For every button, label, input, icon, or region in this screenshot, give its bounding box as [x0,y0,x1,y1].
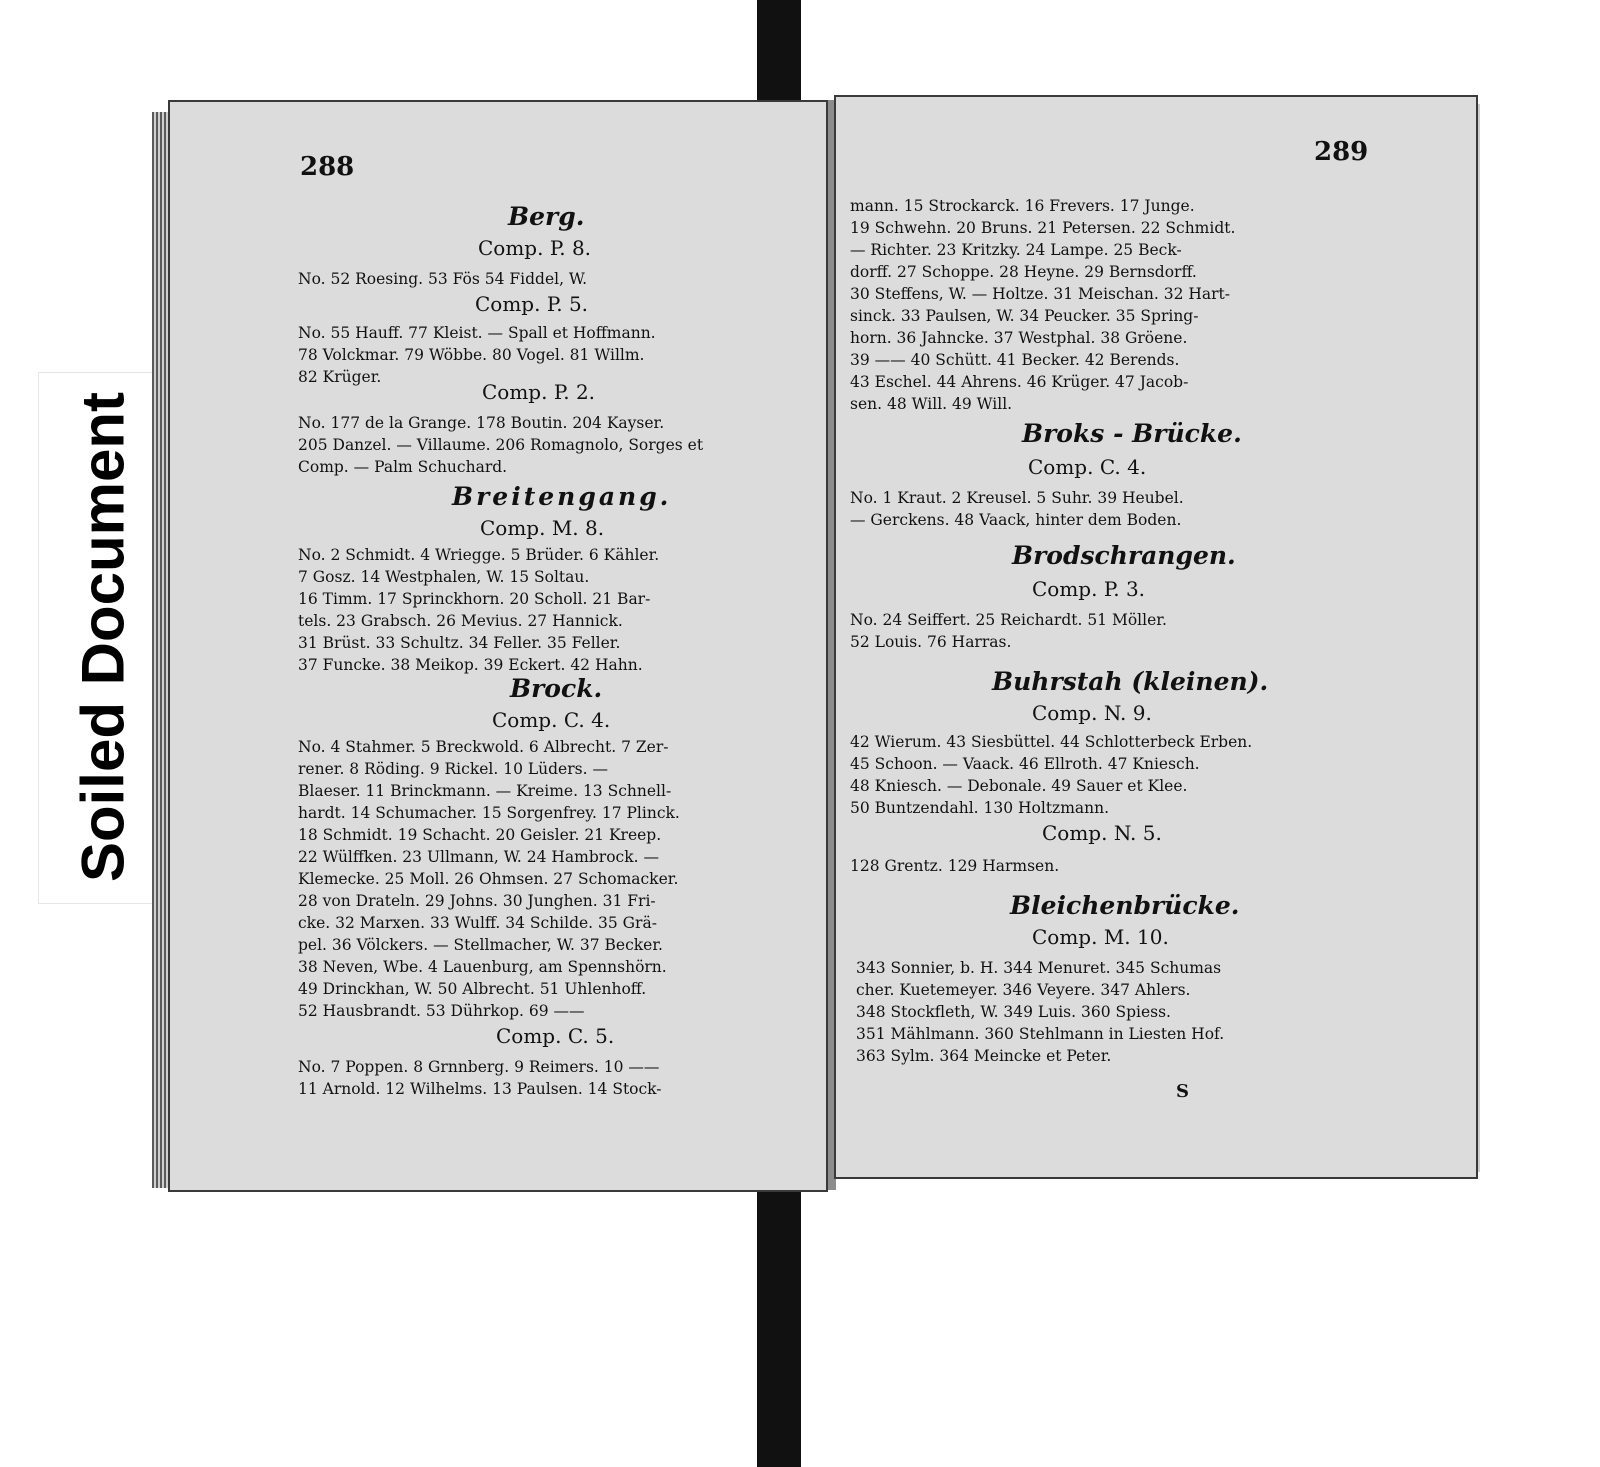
comp-heading: Comp. C. 4. [492,708,611,732]
entry-line: No. 55 Hauff. 77 Kleist. — Spall et Hoffmann. [298,324,656,342]
comp-heading: Comp. P. 2. [482,380,596,404]
entry-line: 38 Neven, Wbe. 4 Lauenburg, am Spennshörn. [298,958,667,976]
entry-line: 39 —— 40 Schütt. 41 Becker. 42 Berends. [850,351,1180,369]
entry-line: 45 Schoon. — Vaack. 46 Ellroth. 47 Kniesch. [850,755,1200,773]
entry-line: 42 Wierum. 43 Siesbüttel. 44 Schlotterbeck Erben. [850,733,1253,751]
entry-line: No. 2 Schmidt. 4 Wriegge. 5 Brüder. 6 Kähler. [298,546,660,564]
entry-line: 52 Hausbrandt. 53 Dührkop. 69 —— [298,1002,585,1020]
entry-line: 19 Schwehn. 20 Bruns. 21 Petersen. 22 Schmidt. [850,219,1236,237]
entry-line: 78 Volckmar. 79 Wöbbe. 80 Vogel. 81 Willm. [298,346,645,364]
entry-line: 16 Timm. 17 Sprinckhorn. 20 Scholl. 21 Bar- [298,590,651,608]
catchword: S [1176,1081,1189,1102]
entry-line: tels. 23 Grabsch. 26 Mevius. 27 Hannick. [298,612,623,630]
entry-line: 348 Stockfleth, W. 349 Luis. 360 Spiess. [856,1003,1171,1021]
entry-line: rener. 8 Röding. 9 Rickel. 10 Lüders. — [298,760,608,778]
comp-heading: Comp. C. 4. [1028,455,1147,479]
entry-line: Comp. — Palm Schuchard. [298,458,508,476]
comp-heading: Comp. N. 5. [1042,821,1162,845]
section-title: Buhrstah (kleinen). [992,667,1269,696]
page-number: 289 [1314,137,1369,167]
comp-heading: Comp. N. 9. [1032,701,1152,725]
section-title: Broks - Brücke. [1022,419,1242,448]
section-title: Bleichenbrücke. [1010,891,1240,920]
section-title: Berg. [508,202,585,231]
entry-line: 52 Louis. 76 Harras. [850,633,1012,651]
page-number: 288 [300,152,355,182]
comp-heading: Comp. P. 3. [1032,577,1146,601]
entry-line: sen. 48 Will. 49 Will. [850,395,1013,413]
entry-line: 128 Grentz. 129 Harmsen. [850,857,1060,875]
binding-strap-bottom [757,1170,801,1467]
entry-line: 37 Funcke. 38 Meikop. 39 Eckert. 42 Hahn. [298,656,643,674]
entry-line: No. 4 Stahmer. 5 Breckwold. 6 Albrecht. 7 Zer- [298,738,669,756]
section-title: Brodschrangen. [1012,541,1236,570]
section-title: Breitengang. [452,482,672,511]
entry-line: — Gerckens. 48 Vaack, hinter dem Boden. [850,511,1182,529]
entry-line: — Richter. 23 Kritzky. 24 Lampe. 25 Beck- [850,241,1182,259]
entry-line: dorff. 27 Schoppe. 28 Heyne. 29 Bernsdorff. [850,263,1197,281]
entry-line: 28 von Drateln. 29 Johns. 30 Junghen. 31 Fri- [298,892,656,910]
right-page [834,95,1478,1179]
entry-line: sinck. 33 Paulsen, W. 34 Peucker. 35 Spring- [850,307,1199,325]
entry-line: 43 Eschel. 44 Ahrens. 46 Krüger. 47 Jacob- [850,373,1189,391]
entry-line: 50 Buntzendahl. 130 Holtzmann. [850,799,1110,817]
entry-line: No. 24 Seiffert. 25 Reichardt. 51 Möller. [850,611,1167,629]
entry-line: 31 Brüst. 33 Schultz. 34 Feller. 35 Feller. [298,634,621,652]
comp-heading: Comp. M. 10. [1032,925,1169,949]
entry-line: 11 Arnold. 12 Wilhelms. 13 Paulsen. 14 Stock- [298,1080,662,1098]
entry-line: No. 1 Kraut. 2 Kreusel. 5 Suhr. 39 Heubel. [850,489,1184,507]
entry-line: 48 Kniesch. — Debonale. 49 Sauer et Klee. [850,777,1188,795]
entry-line: No. 7 Poppen. 8 Grnnberg. 9 Reimers. 10 —— [298,1058,660,1076]
entry-line: Blaeser. 11 Brinckmann. — Kreime. 13 Schnell- [298,782,672,800]
entry-line: 30 Steffens, W. — Holtze. 31 Meischan. 32 Hart- [850,285,1231,303]
entry-line: No. 52 Roesing. 53 Fös 54 Fiddel, W. [298,270,588,288]
left-page [168,100,828,1192]
entry-line: 7 Gosz. 14 Westphalen, W. 15 Soltau. [298,568,590,586]
binding-strap-top [757,0,801,104]
entry-line: cher. Kuetemeyer. 346 Veyere. 347 Ahlers. [856,981,1191,999]
entry-line: 49 Drinckhan, W. 50 Albrecht. 51 Uhlenhoff. [298,980,647,998]
entry-line: hardt. 14 Schumacher. 15 Sorgenfrey. 17 Plinck. [298,804,680,822]
section-title: Brock. [510,674,603,703]
soiled-document-label: Soiled Document [69,391,137,883]
entry-line: 82 Krüger. [298,368,382,386]
entry-line: No. 177 de la Grange. 178 Boutin. 204 Kayser. [298,414,665,432]
comp-heading: Comp. P. 8. [478,236,592,260]
entry-line: horn. 36 Jahncke. 37 Westphal. 38 Gröene. [850,329,1188,347]
entry-line: pel. 36 Völckers. — Stellmacher, W. 37 Becker. [298,936,663,954]
entry-line: 343 Sonnier, b. H. 344 Menuret. 345 Schumas [856,959,1222,977]
entry-line: cke. 32 Marxen. 33 Wulff. 34 Schilde. 35 Grä- [298,914,657,932]
entry-line: Klemecke. 25 Moll. 26 Ohmsen. 27 Schomacker. [298,870,679,888]
entry-line: 363 Sylm. 364 Meincke et Peter. [856,1047,1112,1065]
comp-heading: Comp. C. 5. [496,1024,615,1048]
entry-line: 351 Mählmann. 360 Stehlmann in Liesten Hof. [856,1025,1225,1043]
entry-line: 205 Danzel. — Villaume. 206 Romagnolo, Sorges et [298,436,704,454]
entry-line: 18 Schmidt. 19 Schacht. 20 Geisler. 21 Kreep. [298,826,662,844]
comp-heading: Comp. P. 5. [475,292,589,316]
comp-heading: Comp. M. 8. [480,516,605,540]
entry-line: 22 Wülffken. 23 Ullmann, W. 24 Hambrock. — [298,848,659,866]
entry-line: mann. 15 Strockarck. 16 Frevers. 17 Junge. [850,197,1195,215]
